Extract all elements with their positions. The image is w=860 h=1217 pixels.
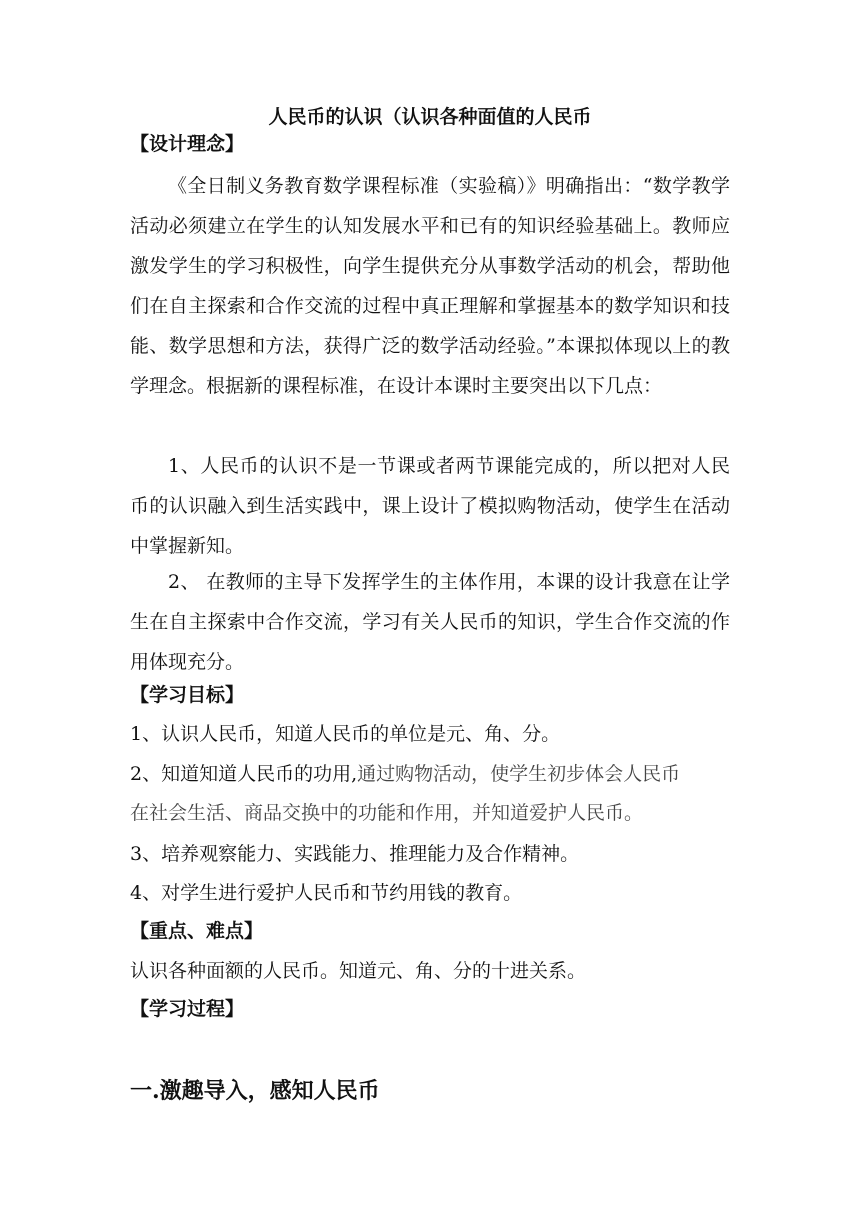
learning-goal-2-line-1 <box>130 761 740 787</box>
key-points-heading: 【重点、难点】 <box>130 920 264 942</box>
section-1-title: 一.激趣导入，感知人民币 <box>130 1078 380 1104</box>
learning-goal-3: 3、培养观察能力、实践能力、推理能力及合作精神。 <box>130 843 580 865</box>
learning-goal-1: 1、认识人民币，知道人民币的单位是元、角、分。 <box>130 723 561 745</box>
learning-goal-2-lead: 2、知道知道人民币的功用, <box>130 763 358 785</box>
key-points-text: 认识各种面额的人民币。知道元、角、分的十进关系。 <box>130 960 587 982</box>
learning-goal-2-continuation: 通过购物活动，使学生初步体会人民币 <box>357 763 681 785</box>
design-concept-paragraph-3: 2、 在教师的主导下发挥学生的主体作用，本课的设计我意在让学生在自主探索中合作交流，学习有关人民币的知识，学生合作交流的作用体现充分。 <box>130 571 730 673</box>
document-title: 人民币的认识（认识各种面值的人民币 <box>268 106 592 128</box>
learning-goal-4: 4、对学生进行爱护人民币和节约用钱的教育。 <box>130 882 523 904</box>
learning-goals-heading: 【学习目标】 <box>130 684 245 706</box>
design-concept-paragraph-2: 1、人民币的认识不是一节课或者两节课能完成的，所以把对人民币的认识融入到生活实践中，课上设计了模拟购物活动，使学生在活动中掌握新知。 <box>130 455 730 557</box>
learning-goal-2-line-2: 在社会生活、商品交换中的功能和作用，并知道爱护人民币。 <box>130 802 644 824</box>
learning-process-heading: 【学习过程】 <box>130 998 245 1020</box>
design-concept-paragraph-1: 《全日制义务教育数学课程标准（实验稿）》明确指出：“数学教学活动必须建立在学生的认知发展水平和已有的知识经验基础上。教师应激发学生的学习积极性，向学生提供充分从事数学活动的机会，帮助他们在自主探索和合作交流的过程中真正理解和掌握基本的数学知识和技能、数学思想和方法，获得广泛的数学活动经验。”本课拟体现以上的教学理念。根据新的课程标准，在设计本课时主要突出以下几点： <box>130 175 730 397</box>
design-concept-heading: 【设计理念】 <box>130 133 245 155</box>
